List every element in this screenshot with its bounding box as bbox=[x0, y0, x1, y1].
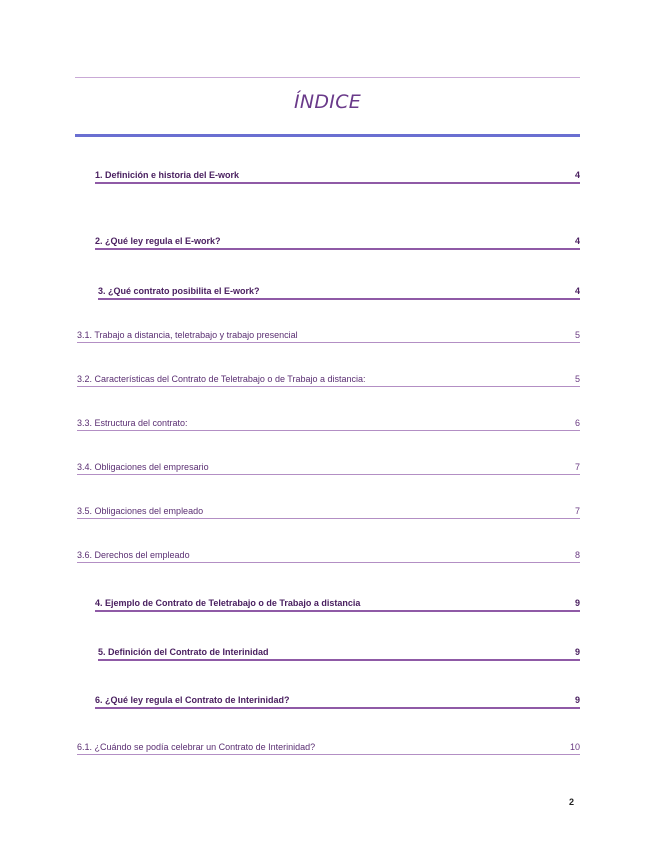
toc-entry-text: 4. Ejemplo de Contrato de Teletrabajo o de Trabajo a distancia bbox=[95, 598, 361, 608]
toc-entry-page: 5 bbox=[574, 374, 580, 384]
toc-entry-3-6[interactable] bbox=[77, 546, 580, 563]
toc-entry-text: 6.1. ¿Cuándo se podía celebrar un Contrato de Interinidad? bbox=[77, 742, 316, 752]
page-title: ÍNDICE bbox=[293, 91, 362, 113]
toc-entry-page: 9 bbox=[574, 598, 580, 608]
toc-entry-page: 8 bbox=[574, 550, 580, 560]
toc-entry-page: 7 bbox=[574, 506, 580, 516]
toc-entry-text: 3.5. Obligaciones del empleado bbox=[77, 506, 204, 516]
toc-entry-page: 4 bbox=[574, 286, 580, 296]
toc-entry-text: 3.3. Estructura del contrato: bbox=[77, 418, 188, 428]
toc-entry-3-5[interactable] bbox=[77, 502, 580, 519]
toc-entry-text: 3. ¿Qué contrato posibilita el E-work? bbox=[98, 286, 260, 296]
toc-entry-2[interactable] bbox=[95, 233, 580, 250]
toc-entry-page: 4 bbox=[574, 236, 580, 246]
title-underline bbox=[75, 134, 580, 137]
toc-entry-text: 3.1. Trabajo a distancia, teletrabajo y trabajo presencial bbox=[77, 330, 298, 340]
toc-entry-page: 4 bbox=[574, 170, 580, 180]
toc-entry-text: 3.2. Características del Contrato de Teletrabajo o de Trabajo a distancia: bbox=[77, 374, 366, 384]
toc-entry-6-1[interactable] bbox=[77, 738, 580, 755]
toc-entry-3-4[interactable] bbox=[77, 458, 580, 475]
top-rule bbox=[75, 77, 580, 78]
page-number: 2 bbox=[569, 797, 575, 807]
toc-entry-3-2[interactable] bbox=[77, 370, 580, 387]
toc-entry-3-3[interactable] bbox=[77, 414, 580, 431]
toc-entry-4[interactable] bbox=[95, 595, 580, 612]
toc-entry-page: 10 bbox=[569, 742, 580, 752]
toc-entry-page: 6 bbox=[574, 418, 580, 428]
toc-entry-text: 3.6. Derechos del empleado bbox=[77, 550, 190, 560]
toc-entry-text: 2. ¿Qué ley regula el E-work? bbox=[95, 236, 221, 246]
toc-entry-page: 5 bbox=[574, 330, 580, 340]
toc-entry-1[interactable] bbox=[95, 167, 580, 184]
toc-entry-page: 9 bbox=[574, 695, 580, 705]
toc-entry-page: 7 bbox=[574, 462, 580, 472]
toc-entry-text: 1. Definición e historia del E-work bbox=[95, 170, 240, 180]
toc-entry-page: 9 bbox=[574, 647, 580, 657]
toc-entry-6[interactable] bbox=[95, 692, 580, 709]
toc-entry-text: 3.4. Obligaciones del empresario bbox=[77, 462, 209, 472]
toc-entry-5[interactable] bbox=[98, 644, 580, 661]
toc-entry-3[interactable] bbox=[98, 283, 580, 300]
toc-entry-text: 6. ¿Qué ley regula el Contrato de Interinidad? bbox=[95, 695, 290, 705]
toc-entry-text: 5. Definición del Contrato de Interinidad bbox=[98, 647, 269, 657]
toc-entry-3-1[interactable] bbox=[77, 326, 580, 343]
